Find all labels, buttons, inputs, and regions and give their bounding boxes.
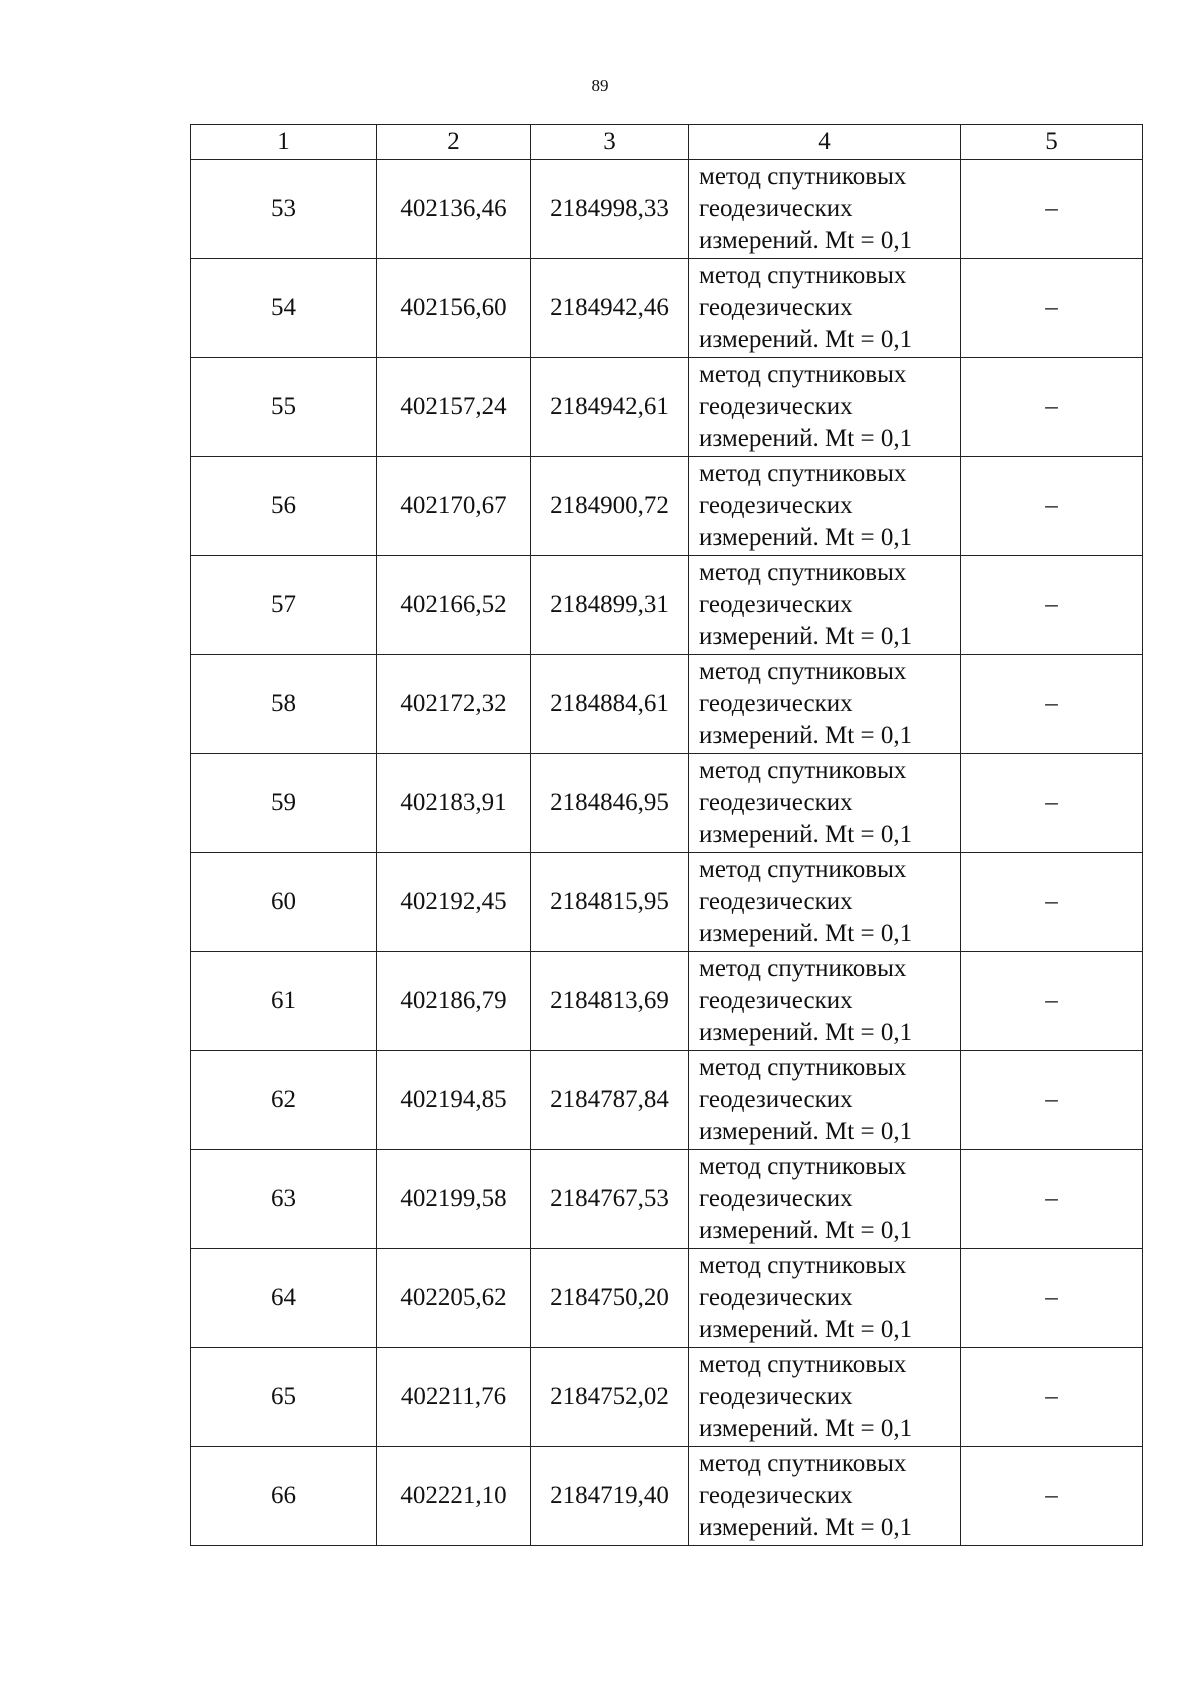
note-cell: – [961,1348,1143,1447]
table-row [191,160,1143,259]
method-line: геодезических [699,789,853,816]
method-line: метод спутниковых [699,1054,907,1081]
note-cell: – [961,754,1143,853]
x-coordinate-cell: 402157,24 [377,358,531,457]
method-line: измерений. Mt = 0,1 [699,1415,913,1442]
method-cell [689,556,961,655]
header-col-4: 4 [689,125,961,160]
table-row [191,754,1143,853]
method-line: геодезических [699,591,853,618]
method-cell [689,1150,961,1249]
method-line: измерений. Mt = 0,1 [699,425,913,452]
method-cell [689,358,961,457]
table-row [191,457,1143,556]
method-cell [689,655,961,754]
table-row [191,1051,1143,1150]
method-cell [689,1447,961,1546]
method-line: метод спутниковых [699,1351,907,1378]
note-cell: – [961,1150,1143,1249]
method-line: измерений. Mt = 0,1 [699,821,913,848]
point-number-cell: 57 [191,556,377,655]
page-number: 89 [591,76,609,95]
x-coordinate-cell: 402172,32 [377,655,531,754]
table-row [191,1150,1143,1249]
table-header-row [191,125,1143,160]
method-line: метод спутниковых [699,658,907,685]
method-cell [689,160,961,259]
x-coordinate-cell: 402194,85 [377,1051,531,1150]
table-row [191,1348,1143,1447]
y-coordinate-cell: 2184942,46 [531,259,689,358]
header-col-3: 3 [531,125,689,160]
note-cell: – [961,358,1143,457]
note-cell: – [961,259,1143,358]
method-line: геодезических [699,888,853,915]
method-line: метод спутниковых [699,559,907,586]
point-number-cell: 63 [191,1150,377,1249]
point-number-cell: 61 [191,952,377,1051]
point-number-cell: 54 [191,259,377,358]
table-row [191,655,1143,754]
y-coordinate-cell: 2184767,53 [531,1150,689,1249]
method-line: измерений. Mt = 0,1 [699,623,913,650]
y-coordinate-cell: 2184813,69 [531,952,689,1051]
point-number-cell: 56 [191,457,377,556]
method-line: геодезических [699,1086,853,1113]
method-line: метод спутниковых [699,163,907,190]
method-line: геодезических [699,1383,853,1410]
method-line: геодезических [699,987,853,1014]
y-coordinate-cell: 2184846,95 [531,754,689,853]
method-cell [689,952,961,1051]
y-coordinate-cell: 2184719,40 [531,1447,689,1546]
method-line: измерений. Mt = 0,1 [699,722,913,749]
x-coordinate-cell: 402205,62 [377,1249,531,1348]
method-line: метод спутниковых [699,460,907,487]
method-line: метод спутниковых [699,361,907,388]
y-coordinate-cell: 2184942,61 [531,358,689,457]
method-line: геодезических [699,1284,853,1311]
note-cell: – [961,556,1143,655]
y-coordinate-cell: 2184900,72 [531,457,689,556]
table-row [191,259,1143,358]
note-cell: – [961,1249,1143,1348]
table-row [191,1447,1143,1546]
point-number-cell: 58 [191,655,377,754]
point-number-cell: 55 [191,358,377,457]
method-cell [689,259,961,358]
note-cell: – [961,952,1143,1051]
point-number-cell: 66 [191,1447,377,1546]
method-line: измерений. Mt = 0,1 [699,326,913,353]
method-line: метод спутниковых [699,1252,907,1279]
y-coordinate-cell: 2184750,20 [531,1249,689,1348]
x-coordinate-cell: 402186,79 [377,952,531,1051]
x-coordinate-cell: 402211,76 [377,1348,531,1447]
method-line: измерений. Mt = 0,1 [699,1316,913,1343]
header-col-5: 5 [961,125,1143,160]
note-cell: – [961,160,1143,259]
note-cell: – [961,457,1143,556]
table-row [191,853,1143,952]
method-line: измерений. Mt = 0,1 [699,227,913,254]
method-cell [689,1051,961,1150]
x-coordinate-cell: 402221,10 [377,1447,531,1546]
table-row [191,358,1143,457]
method-line: измерений. Mt = 0,1 [699,524,913,551]
table-row [191,1249,1143,1348]
method-cell [689,1249,961,1348]
coordinates-table [190,124,1143,1546]
y-coordinate-cell: 2184752,02 [531,1348,689,1447]
method-line: измерений. Mt = 0,1 [699,920,913,947]
method-line: геодезических [699,1482,853,1509]
y-coordinate-cell: 2184787,84 [531,1051,689,1150]
table-row [191,556,1143,655]
point-number-cell: 53 [191,160,377,259]
method-line: метод спутниковых [699,757,907,784]
point-number-cell: 62 [191,1051,377,1150]
x-coordinate-cell: 402199,58 [377,1150,531,1249]
x-coordinate-cell: 402136,46 [377,160,531,259]
x-coordinate-cell: 402192,45 [377,853,531,952]
x-coordinate-cell: 402166,52 [377,556,531,655]
method-cell [689,754,961,853]
x-coordinate-cell: 402156,60 [377,259,531,358]
method-line: геодезических [699,1185,853,1212]
point-number-cell: 59 [191,754,377,853]
y-coordinate-cell: 2184998,33 [531,160,689,259]
point-number-cell: 60 [191,853,377,952]
point-number-cell: 65 [191,1348,377,1447]
method-cell [689,457,961,556]
header-col-2: 2 [377,125,531,160]
y-coordinate-cell: 2184884,61 [531,655,689,754]
method-line: метод спутниковых [699,955,907,982]
method-line: геодезических [699,393,853,420]
table-row [191,952,1143,1051]
y-coordinate-cell: 2184899,31 [531,556,689,655]
note-cell: – [961,853,1143,952]
method-line: измерений. Mt = 0,1 [699,1019,913,1046]
point-number-cell: 64 [191,1249,377,1348]
x-coordinate-cell: 402183,91 [377,754,531,853]
method-line: геодезических [699,294,853,321]
method-line: геодезических [699,195,853,222]
method-line: геодезических [699,492,853,519]
table-body [191,160,1143,1546]
method-line: метод спутниковых [699,262,907,289]
header-col-1: 1 [191,125,377,160]
method-line: метод спутниковых [699,1450,907,1477]
method-line: измерений. Mt = 0,1 [699,1514,913,1541]
method-line: измерений. Mt = 0,1 [699,1217,913,1244]
method-cell [689,1348,961,1447]
note-cell: – [961,1051,1143,1150]
method-line: метод спутниковых [699,856,907,883]
x-coordinate-cell: 402170,67 [377,457,531,556]
y-coordinate-cell: 2184815,95 [531,853,689,952]
method-line: метод спутниковых [699,1153,907,1180]
note-cell: – [961,1447,1143,1546]
note-cell: – [961,655,1143,754]
method-cell [689,853,961,952]
method-line: измерений. Mt = 0,1 [699,1118,913,1145]
method-line: геодезических [699,690,853,717]
